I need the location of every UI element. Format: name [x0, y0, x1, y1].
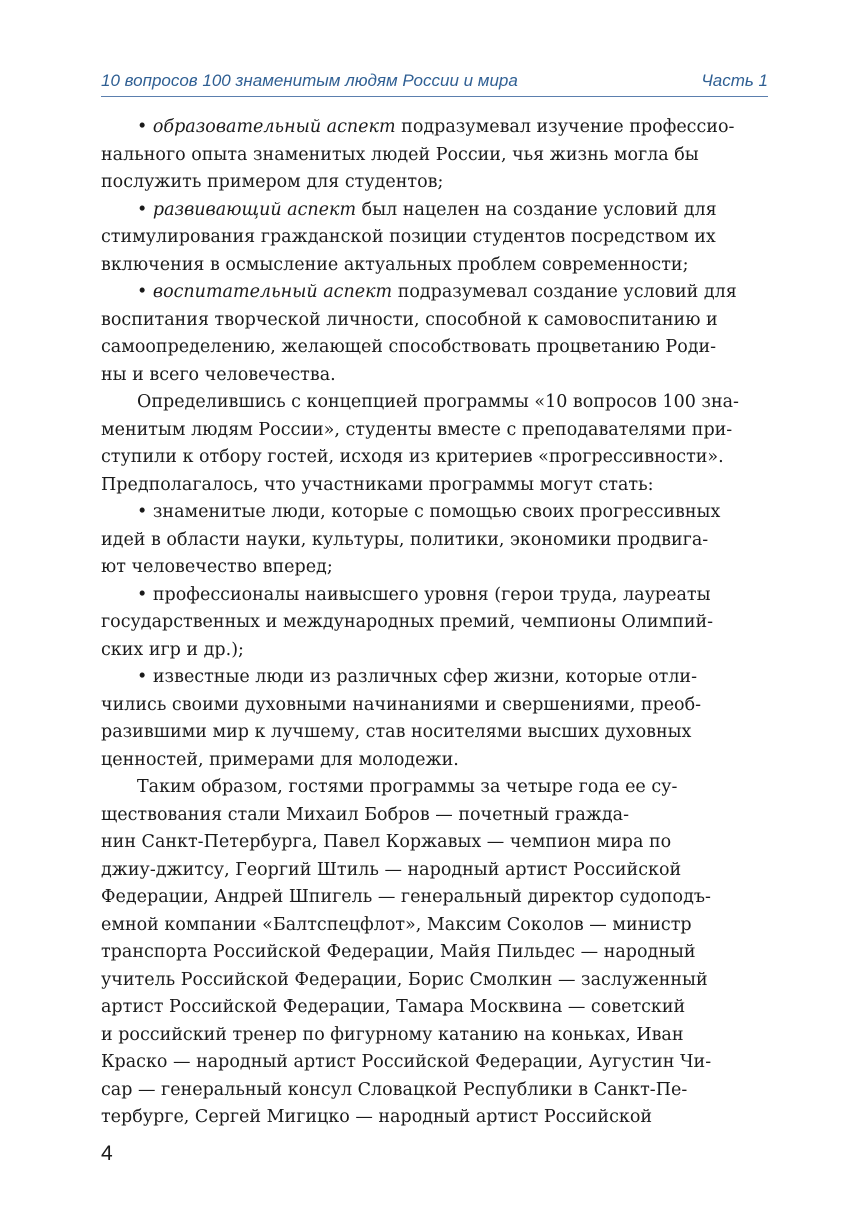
text-line: чились своими духовными начинаниями и свершениями, преоб-	[101, 694, 702, 715]
text-line: тербурге, Сергей Мигицко — народный артист Российской	[101, 1107, 653, 1127]
text-line: самоопределению, желающей способствовать процветанию Роди-	[101, 337, 717, 357]
text-line: ществования стали Михаил Бобров — почетный гражда-	[101, 804, 629, 825]
text-line: учитель Российской Федерации, Борис Смолкин — заслуженный	[101, 969, 708, 990]
text-line: • известные люди из различных сфер жизни, которые отли-	[137, 667, 698, 687]
running-header	[101, 70, 768, 97]
text-line: Федерации, Андрей Шпигель — генеральный директор судоподъ-	[101, 887, 711, 907]
text-line: идей в области науки, культуры, политики, экономики продвига-	[101, 529, 709, 550]
text-line: Определившись с концепцией программы «10 вопросов 100 зна-	[137, 392, 739, 412]
text-line: стимулирования гражданской позиции студентов посредством их	[101, 227, 716, 247]
text-line: • воспитательный аспект подразумевал создание условий для	[137, 282, 737, 302]
text-line: Предполагалось, что участниками программы могут стать:	[101, 474, 654, 495]
text-line: ских игр и др.);	[101, 639, 244, 660]
body-text	[101, 114, 768, 1132]
text-line: воспитания творческой личности, способной к самовоспитанию и	[101, 309, 718, 330]
text-line: транспорта Российской Федерации, Майя Пильдес — народный	[101, 942, 696, 962]
text-line: Краско — народный артист Российской Федерации, Аугустин Чи-	[101, 1052, 712, 1072]
text-line: ны и всего человечества.	[101, 364, 336, 385]
text-line: джиу-джитсу, Георгий Штиль — народный артист Российской	[101, 859, 682, 880]
text-line: ценностей, примерами для молодежи.	[101, 749, 459, 770]
text-line: нин Санкт-Петербурга, Павел Коржавых — чемпион мира по	[101, 832, 672, 852]
page-number: 4	[101, 1142, 113, 1165]
text-line: • знаменитые люди, которые с помощью своих прогрессивных	[137, 502, 721, 522]
text-line: емной компании «Балтспецфлот», Максим Соколов — министр	[101, 914, 692, 935]
text-line: ступили к отбору гостей, исходя из критериев «прогрессивности».	[101, 447, 724, 467]
header-book-title: 10 вопросов 100 знаменитым людям России и мира	[101, 71, 518, 90]
text-line: • образовательный аспект подразумевал изучение профессио-	[137, 117, 735, 137]
text-line: менитым людям России», студенты вместе с преподавателями при-	[101, 419, 733, 440]
header-section: Часть 1	[701, 71, 768, 90]
text-line: • развивающий аспект был нацелен на создание условий для	[137, 199, 717, 220]
text-line: и российский тренер по фигурному катанию на коньках, Иван	[101, 1024, 684, 1045]
text-line: • профессионалы наивысшего уровня (герои труда, лауреаты	[137, 584, 711, 605]
text-line: послужить примером для студентов;	[101, 172, 444, 192]
text-line: включения в осмысление актуальных проблем современности;	[101, 254, 689, 275]
text-line: разившими мир к лучшему, став носителями высших духовных	[101, 722, 692, 742]
text-line: нального опыта знаменитых людей России, чья жизнь могла бы	[101, 144, 699, 165]
text-line: сар — генеральный консул Словацкой Республики в Санкт-Пе-	[101, 1079, 688, 1100]
text-line: Таким образом, гостями программы за четыре года ее су-	[137, 777, 678, 797]
text-line: ют человечество вперед;	[101, 557, 333, 577]
text-line: государственных и международных премий, чемпионы Олимпий-	[101, 612, 714, 632]
text-line: артист Российской Федерации, Тамара Москвина — советский	[101, 997, 686, 1017]
